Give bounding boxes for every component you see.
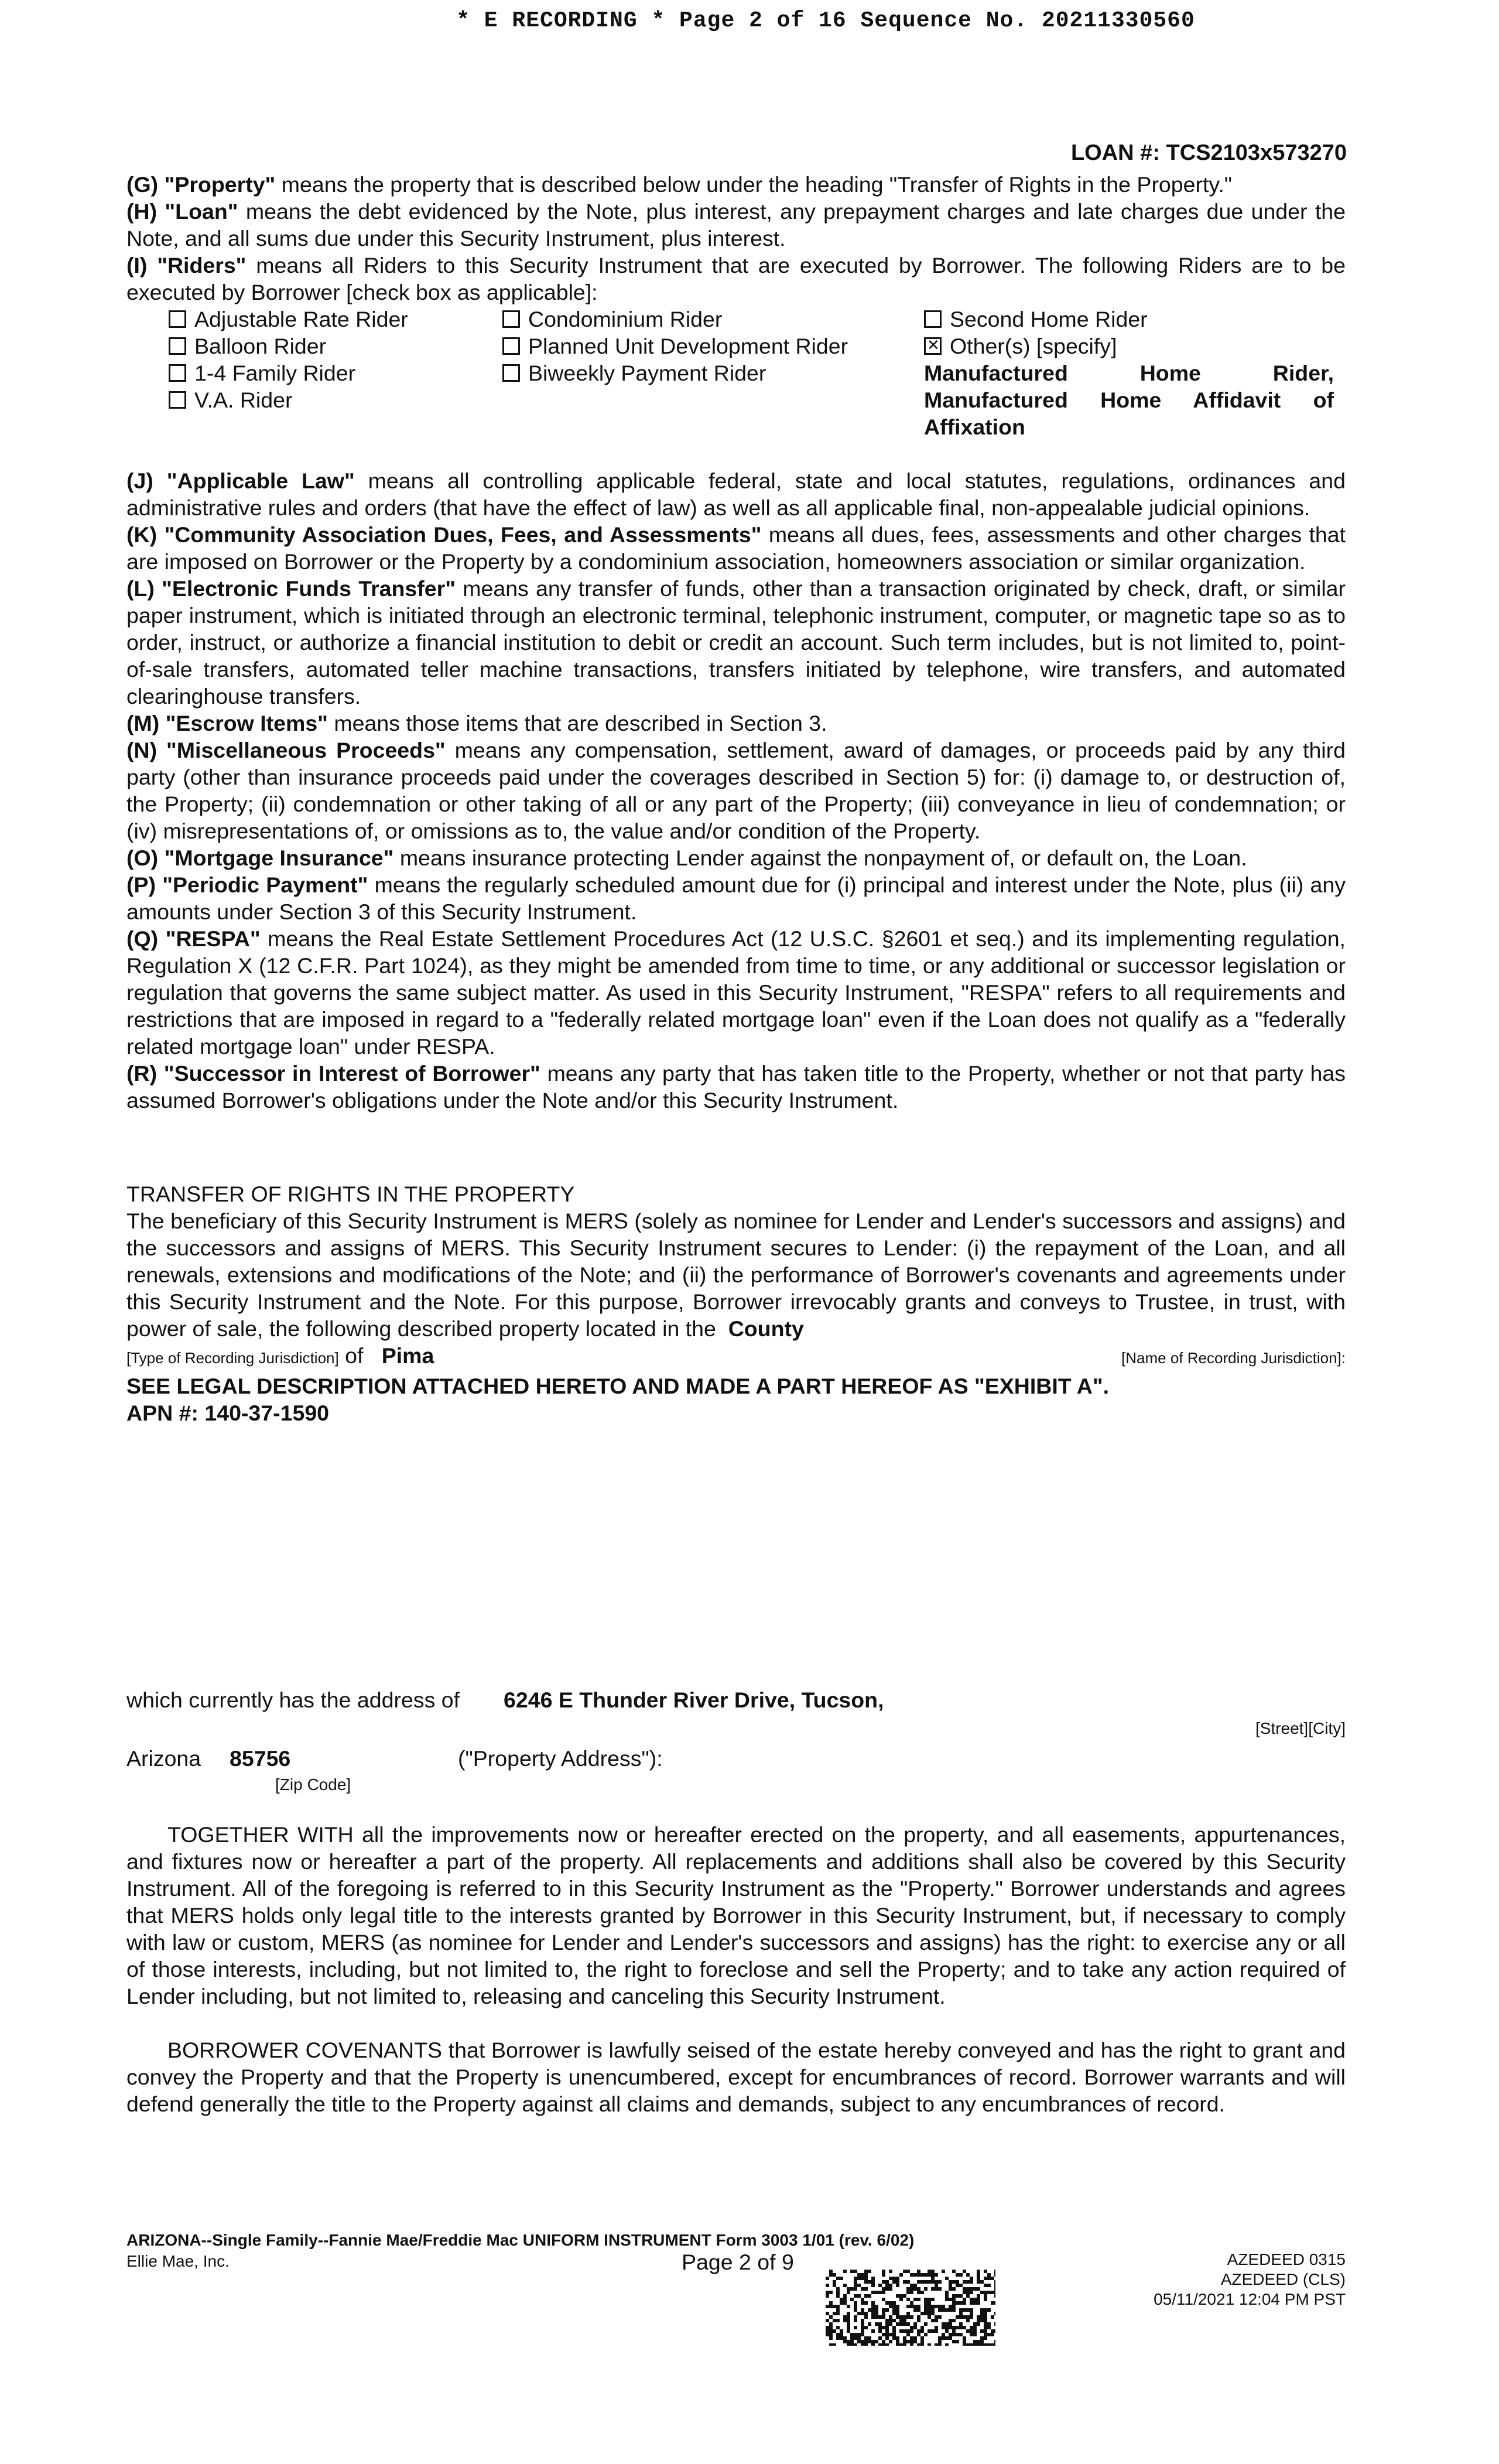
rider-label: V.A. Rider [194, 388, 293, 412]
footer-codes [1154, 2250, 1346, 2309]
definitions-section [126, 171, 1346, 1114]
legal-description [126, 1373, 1109, 1426]
zip-code: 85756 [230, 1746, 291, 1771]
jurisdiction-name: Pima [381, 1343, 434, 1368]
form-number: ARIZONA--Single Family--Fannie Mae/Freddie Mac UNIFORM INSTRUMENT Form 3003 1/01 (rev. 6/02) [126, 2231, 915, 2249]
definition-g [126, 171, 1346, 198]
term-community-association: (K) "Community Association Dues, Fees, and Assessments" [126, 522, 762, 547]
rider-adjustable-rate[interactable] [169, 306, 502, 333]
doc-code: AZEDEED 0315 [1227, 2250, 1346, 2268]
definition-text: means all controlling applicable federal, state and local statutes, regulations, ordinances and administrative rules and orders (that have the effect of law) as well as all applicable final, non-appealable judicial opinions. [126, 468, 1346, 520]
rider-1-4-family[interactable] [169, 360, 502, 386]
street-city-label: [Street][City] [1255, 1719, 1346, 1737]
together-section [126, 1821, 1346, 2144]
loan-number: LOAN #: TCS2103x573270 [1070, 141, 1347, 165]
name-label: [Name of Recording Jurisdiction]: [1121, 1349, 1346, 1367]
definition-k [126, 521, 1346, 575]
term-misc-proceeds: (N) "Miscellaneous Proceeds" [126, 738, 446, 762]
barcode-icon [826, 2270, 995, 2346]
footer-form-info [126, 2230, 914, 2272]
checkbox-icon [169, 391, 186, 409]
apn-number: APN #: 140-37-1590 [126, 1401, 330, 1425]
definition-r [126, 1060, 1346, 1114]
doc-code-cls: AZEDEED (CLS) [1220, 2270, 1346, 2288]
definition-l [126, 575, 1346, 710]
checkbox-icon [502, 364, 520, 382]
page-number: Page 2 of 9 [682, 2250, 794, 2274]
doc-timestamp: 05/11/2021 12:04 PM PST [1154, 2290, 1346, 2308]
checkbox-icon [169, 337, 186, 355]
rider-label: Second Home Rider [950, 307, 1148, 331]
vendor-name: Ellie Mae, Inc. [126, 2252, 230, 2270]
riders-column-2 [502, 306, 924, 440]
rider-label: Balloon Rider [194, 334, 327, 358]
term-loan: (H) "Loan" [126, 199, 238, 224]
of-word: of [345, 1343, 364, 1368]
rider-second-home[interactable] [924, 306, 1334, 333]
legal-text: SEE LEGAL DESCRIPTION ATTACHED HERETO AND MADE A PART HEREOF AS "EXHIBIT A". [126, 1374, 1110, 1398]
checked-checkbox-icon [924, 337, 942, 355]
checkbox-icon [924, 310, 942, 328]
term-property: (G) "Property" [126, 172, 276, 197]
rider-label: Condominium Rider [528, 307, 723, 331]
definition-text: means the property that is described below under the heading "Transfer of Rights in the Property." [275, 172, 1233, 197]
state: Arizona [126, 1746, 201, 1771]
definition-o [126, 844, 1346, 871]
term-electronic-funds: (L) "Electronic Funds Transfer" [126, 576, 456, 601]
definition-i [126, 252, 1346, 306]
rider-label: Biweekly Payment Rider [528, 361, 766, 385]
street-address: 6246 E Thunder River Drive, Tucson, [504, 1688, 884, 1712]
term-escrow-items: (M) "Escrow Items" [126, 711, 328, 735]
riders-column-1 [169, 306, 502, 440]
term-successor: (R) "Successor in Interest of Borrower" [126, 1061, 540, 1086]
zip-code-label: [Zip Code] [275, 1775, 351, 1794]
definition-text: means the debt evidenced by the Note, plus interest, any prepayment charges and late charges due under the Note, and all sums due under this Security Instrument, plus interest. [126, 199, 1346, 251]
rider-label: 1-4 Family Rider [194, 361, 356, 385]
rider-other-specification: Manufactured Home Rider, Manufactured Home Affidavit of Affixation [924, 361, 1334, 439]
definition-q [126, 925, 1346, 1060]
type-label: [Type of Recording Jurisdiction] [126, 1349, 339, 1367]
jurisdiction-type: County [728, 1316, 804, 1341]
rider-va[interactable] [169, 386, 502, 413]
definition-text: means all Riders to this Security Instrument that are executed by Borrower. The following Riders are to be executed by Borrower [check box as applicable]: [126, 253, 1346, 304]
rider-condominium[interactable] [502, 306, 924, 333]
transfer-section [126, 1180, 1346, 1371]
rider-label: Planned Unit Development Rider [528, 334, 848, 358]
checkbox-icon [169, 310, 186, 328]
checkbox-icon [169, 364, 186, 382]
rider-label: Other(s) [specify] [950, 334, 1117, 358]
definition-text: means any compensation, settlement, award of damages, or proceeds paid by any third party (other than insurance proceeds paid under the coverages described in Section 5) for: (i) damage to, or destruction of, the Property; (ii) condemnation or other taking of all or any part of the Property; (iii) conveyance in lieu of condemnation; or (iv) misrepresentations of, or omissions as to, the value and/or condition of the Property. [126, 738, 1346, 843]
term-applicable-law: (J) "Applicable Law" [126, 468, 355, 493]
recording-header: * E RECORDING * Page 2 of 16 Sequence No. 20211330560 [456, 8, 1195, 33]
definition-p [126, 871, 1346, 925]
term-periodic-payment: (P) "Periodic Payment" [126, 872, 368, 897]
term-respa: (Q) "RESPA" [126, 926, 261, 951]
rider-balloon[interactable] [169, 333, 502, 360]
checkbox-icon [502, 310, 520, 328]
riders-column-3 [924, 306, 1334, 440]
definition-m [126, 710, 1346, 737]
riders-checklist [169, 306, 1346, 440]
definition-text: means any transfer of funds, other than a transaction originated by check, draft, or similar paper instrument, which is initiated through an electronic terminal, telephonic instrument, computer, or magnetic tape so as to order, instruct, or authorize a financial institution to debit or credit an account. Such term includes, but is not limited to, point-of-sale transfers, automated teller machine transactions, transfers initiated by telephone, wire transfers, and automated clearinghouse transfers. [126, 576, 1346, 709]
rider-biweekly[interactable] [502, 360, 924, 386]
address-lead: which currently has the address of [126, 1688, 460, 1712]
transfer-heading: TRANSFER OF RIGHTS IN THE PROPERTY [126, 1182, 575, 1206]
together-paragraph: TOGETHER WITH all the improvements now or hereafter erected on the property, and all easements, appurtenances, and fixtures now or hereafter a part of the property. All replacements and additions shall also be covered by this Security Instrument. All of the foregoing is referred to in this Security Instrument as the "Property." Borrower understands and agrees that MERS holds only legal title to the interests granted by Borrower in this Security Instrument, but, if necessary to comply with law or custom, MERS (as nominee for Lender and Lender's successors and assigns) has the right: to exercise any or all of those interests, including, but not limited to, the right to foreclose and sell the Property; and to take any action required of Lender including, but not limited to, releasing and canceling this Security Instrument. [126, 1822, 1346, 2008]
definition-text: means all dues, fees, assessments and other charges that are imposed on Borrower or the Property by a condominium association, homeowners association or similar organization. [126, 522, 1346, 574]
definition-text: means insurance protecting Lender against the nonpayment of, or default on, the Loan. [393, 846, 1247, 870]
rider-other[interactable] [924, 333, 1334, 360]
definition-text: means any party that has taken title to the Property, whether or not that party has assumed Borrower's obligations under the Note and/or this Security Instrument. [126, 1061, 1346, 1113]
spacer [126, 440, 1346, 467]
definition-n [126, 737, 1346, 844]
covenants-paragraph: BORROWER COVENANTS that Borrower is lawfully seised of the estate hereby conveyed and has the right to grant and convey the Property and that the Property is unencumbered, except for encumbrances of record. Borrower warrants and will defend generally the title to the Property against all claims and demands, subject to any encumbrances of record. [126, 2038, 1346, 2116]
term-riders: (I) "Riders" [126, 253, 247, 278]
term-mortgage-insurance: (O) "Mortgage Insurance" [126, 846, 394, 870]
transfer-body: The beneficiary of this Security Instrument is MERS (solely as nominee for Lender and Lender's successors and assigns) and the successors and assigns of MERS. This Security Instrument secures to Lender: (i) the repayment of the Loan, and all renewals, extensions and modifications of the Note; and (ii) the performance of Borrower's covenants and agreements under this Security Instrument and the Note. For this purpose, Borrower irrevocably grants and conveys to Trustee, in trust, with power of sale, the following described property located in the [126, 1209, 1346, 1341]
definition-text: means the regularly scheduled amount due for (i) principal and interest under the Note, plus (ii) any amounts under Section 3 of this Security Instrument. [126, 872, 1346, 924]
definition-text: means those items that are described in Section 3. [327, 711, 827, 735]
jurisdiction-row [126, 1342, 1346, 1371]
definition-j [126, 467, 1346, 521]
checkbox-icon [502, 337, 520, 355]
rider-label: Adjustable Rate Rider [194, 307, 408, 331]
rider-pud[interactable] [502, 333, 924, 360]
property-address-label: ("Property Address"): [458, 1746, 663, 1771]
jurisdiction-left [126, 1342, 434, 1371]
transfer-text [126, 1207, 1346, 1342]
definition-text: means the Real Estate Settlement Procedures Act (12 U.S.C. §2601 et seq.) and its implementing regulation, Regulation X (12 C.F.R. Part 1024), as they might be amended from time to time, or any additional or successor legislation or regulation that governs the same subject matter. As used in this Security Instrument, "RESPA" refers to all requirements and restrictions that are imposed in regard to a "federally related mortgage loan" even if the Loan does not qualify as a "federally related mortgage loan" under RESPA. [126, 926, 1346, 1059]
definition-h [126, 198, 1346, 252]
